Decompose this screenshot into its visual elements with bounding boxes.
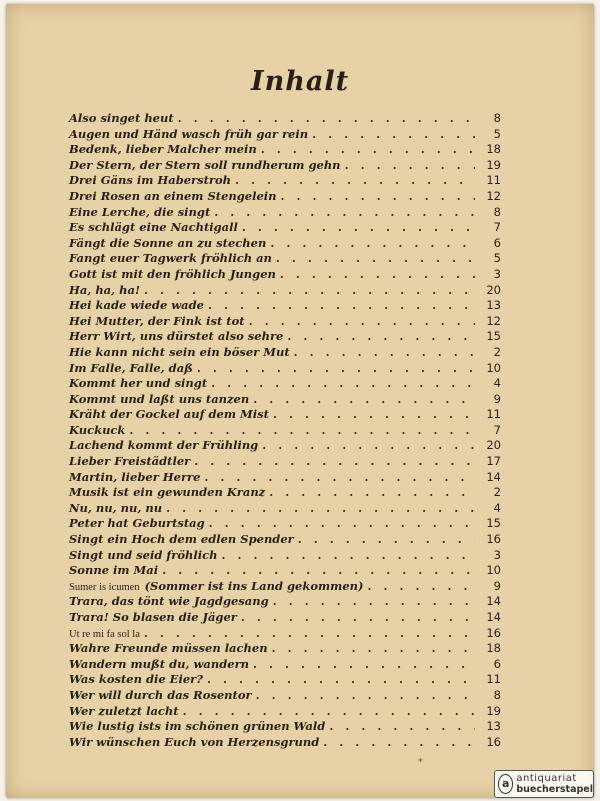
toc-entry-page: 13 bbox=[486, 719, 501, 734]
toc-entry-title: Was kosten die Eier? bbox=[69, 672, 203, 687]
toc-entry-page: 14 bbox=[486, 610, 501, 624]
toc-leader-dots bbox=[197, 361, 475, 377]
toc-entry-title: Kommt und laßt uns tanzen bbox=[69, 391, 250, 406]
toc-entry bbox=[69, 361, 501, 377]
toc-entry bbox=[69, 657, 501, 673]
toc-entry-title: Wandern mußt du, wandern bbox=[69, 656, 249, 671]
toc-leader-dots bbox=[261, 142, 475, 158]
toc-entry bbox=[69, 283, 501, 299]
toc-entry bbox=[69, 314, 501, 330]
toc-entry bbox=[69, 719, 501, 735]
toc-entry-title: Wie lustig ists im schönen grünen Wald bbox=[69, 719, 326, 734]
toc-entry-page: 2 bbox=[493, 485, 501, 500]
toc-entry-page: 9 bbox=[493, 391, 501, 406]
toc-entry-title: Singt und seid fröhlich bbox=[69, 547, 218, 562]
toc-entry-page: 20 bbox=[486, 438, 501, 453]
toc-entry-page: 16 bbox=[486, 532, 501, 547]
toc-entry-title: Eine Lerche, die singt bbox=[69, 204, 211, 219]
toc-entry bbox=[69, 470, 501, 486]
toc-entry bbox=[69, 345, 501, 361]
toc-entry-page: 3 bbox=[493, 547, 501, 562]
toc-entry-page: 4 bbox=[493, 500, 501, 515]
toc-entry-title: Wir wünschen Euch von Herzensgrund bbox=[69, 734, 320, 749]
toc-leader-dots bbox=[129, 423, 475, 439]
toc-entry-page: 12 bbox=[486, 188, 501, 203]
toc-entry bbox=[69, 267, 501, 283]
toc-entry-title: Hei Mutter, der Fink ist tot bbox=[69, 313, 245, 328]
toc-entry-title: Kuckuck bbox=[69, 422, 126, 437]
toc-entry bbox=[69, 688, 501, 704]
toc-entry bbox=[69, 704, 501, 720]
toc-entry-title: Musik ist ein gewunden Kranz bbox=[69, 485, 266, 500]
toc-entry-title: Wahre Freunde müssen lachen bbox=[69, 641, 268, 656]
toc-entry-title: Ut re mi fa sol la bbox=[69, 628, 140, 640]
toc-leader-dots bbox=[144, 283, 475, 299]
toc-leader-dots bbox=[166, 501, 475, 517]
toc-leader-dots bbox=[256, 688, 475, 704]
toc-leader-dots bbox=[241, 610, 475, 626]
toc-leader-dots bbox=[162, 563, 475, 579]
toc-entry bbox=[69, 127, 501, 143]
toc-entry-page: 20 bbox=[486, 282, 501, 297]
toc-entry-page: 8 bbox=[493, 204, 501, 219]
toc-entry-subtitle: (Sommer ist ins Land gekommen) bbox=[144, 578, 364, 593]
toc-entry-title: Martin, lieber Herre bbox=[69, 469, 201, 484]
toc-entry bbox=[69, 189, 501, 205]
watermark-stamp bbox=[494, 770, 594, 798]
toc-entry-title: Gott ist mit den fröhlich Jungen bbox=[69, 266, 276, 281]
toc-entry-title: Bedenk, lieber Malcher mein bbox=[69, 142, 257, 157]
toc-leader-dots bbox=[281, 189, 475, 205]
stamp-text bbox=[516, 773, 593, 795]
toc-entry-page: 5 bbox=[493, 251, 501, 266]
toc-entry bbox=[69, 220, 501, 236]
toc-entry bbox=[69, 423, 501, 439]
toc-entry-page: 19 bbox=[486, 703, 501, 718]
toc-entry-page: 9 bbox=[493, 578, 501, 593]
toc-entry-page: 11 bbox=[486, 672, 501, 687]
toc-entry-page: 6 bbox=[493, 235, 501, 250]
toc-entry bbox=[69, 735, 501, 751]
toc-entry-title: Herr Wirt, uns dürstet also sehre bbox=[69, 329, 284, 344]
toc-entry-page: 7 bbox=[493, 422, 501, 437]
toc-entry bbox=[69, 142, 501, 158]
toc-entry-title: Kräht der Gockel auf dem Mist bbox=[69, 407, 269, 422]
toc-entry-page: 10 bbox=[486, 360, 501, 375]
toc-leader-dots bbox=[207, 672, 475, 688]
toc-leader-dots bbox=[262, 438, 475, 454]
toc-entry-title: Peter hat Geburtstag bbox=[69, 516, 205, 531]
toc-entry bbox=[69, 594, 501, 610]
toc-entry-title: Fängt die Sonne an zu stechen bbox=[69, 235, 267, 250]
printer-mark: * bbox=[418, 758, 423, 768]
toc-entry-page: 18 bbox=[486, 641, 501, 656]
toc-entry bbox=[69, 376, 501, 392]
toc-entry bbox=[69, 672, 501, 688]
toc-entry-title: Hei kade wiede wade bbox=[69, 298, 204, 313]
toc-entry bbox=[69, 501, 501, 517]
toc-leader-dots bbox=[367, 579, 475, 595]
toc-leader-dots bbox=[222, 548, 475, 564]
toc-entry bbox=[69, 298, 501, 314]
toc-leader-dots bbox=[253, 392, 475, 408]
toc-entry-page: 11 bbox=[486, 173, 501, 188]
toc-leader-dots bbox=[273, 407, 475, 423]
toc-entry-page: 16 bbox=[486, 625, 501, 640]
toc-leader-dots bbox=[276, 251, 475, 267]
toc-leader-dots bbox=[287, 329, 475, 345]
toc-entry-page: 8 bbox=[493, 687, 501, 702]
toc-entry bbox=[69, 485, 501, 501]
toc-entry-title: Trara! So blasen die Jäger bbox=[69, 610, 237, 624]
toc-entry bbox=[69, 111, 501, 127]
toc-entry-page: 4 bbox=[493, 376, 501, 391]
toc-leader-dots bbox=[272, 641, 475, 657]
toc-entry bbox=[69, 516, 501, 532]
toc-entry-page: 11 bbox=[486, 407, 501, 422]
toc-entry-page: 18 bbox=[486, 142, 501, 157]
toc-entry bbox=[69, 392, 501, 408]
toc-entry-page: 7 bbox=[493, 220, 501, 235]
toc-leader-dots bbox=[253, 657, 475, 673]
toc-entry-page: 15 bbox=[486, 329, 501, 344]
toc-leader-dots bbox=[298, 532, 475, 548]
toc-entry-title: Im Falle, Falle, daß bbox=[69, 360, 193, 375]
toc-leader-dots bbox=[294, 345, 475, 361]
toc-entry-title: Also singet heut bbox=[69, 111, 174, 125]
toc-entry bbox=[69, 548, 501, 564]
toc-entry-page: 6 bbox=[493, 656, 501, 671]
toc-leader-dots bbox=[345, 158, 475, 174]
toc-leader-dots bbox=[312, 127, 475, 143]
toc-entry bbox=[69, 438, 501, 454]
toc-entry-title: Sonne im Mai bbox=[69, 563, 159, 578]
toc-entry-title: Nu, nu, nu, nu bbox=[69, 500, 163, 515]
toc-entry bbox=[69, 579, 501, 595]
stamp-line-2: buecherstapel bbox=[516, 784, 593, 795]
toc-entry-title: Wer will durch das Rosentor bbox=[69, 687, 252, 702]
page-title: Inhalt bbox=[250, 66, 350, 97]
toc-entry-title: Drei Gäns im Haberstroh bbox=[69, 173, 231, 188]
toc-entry bbox=[69, 532, 501, 548]
toc-leader-dots bbox=[194, 454, 475, 470]
toc-entry-title: Es schlägt eine Nachtigall bbox=[69, 220, 238, 235]
toc-leader-dots bbox=[144, 626, 475, 642]
toc-entry bbox=[69, 251, 501, 267]
toc-entry-title: Lachend kommt der Frühling bbox=[69, 438, 259, 453]
toc-entry-title: Drei Rosen an einem Stengelein bbox=[69, 188, 277, 203]
toc-leader-dots bbox=[183, 704, 475, 720]
toc-entry-page: 14 bbox=[486, 469, 501, 484]
toc-entry-page: 8 bbox=[493, 111, 501, 125]
toc-entry-title: Augen und Händ wasch früh gar rein bbox=[69, 126, 309, 141]
toc-entry-title: Der Stern, der Stern soll rundherum gehn bbox=[69, 157, 341, 172]
toc-entry bbox=[69, 641, 501, 657]
toc-entry-title: Lieber Freistädtler bbox=[69, 454, 191, 469]
toc-entry bbox=[69, 236, 501, 252]
toc-entry-page: 14 bbox=[486, 594, 501, 609]
stamp-line-1: antiquariat bbox=[516, 773, 577, 784]
toc-entry bbox=[69, 454, 501, 470]
toc-entry-page: 16 bbox=[486, 734, 501, 749]
toc-leader-dots bbox=[323, 735, 475, 751]
toc-entry-title: Hie kann nicht sein ein böser Mut bbox=[69, 344, 290, 359]
toc-entry bbox=[69, 626, 501, 642]
toc-entry-title: Sumer is icumen bbox=[69, 581, 140, 593]
toc-entry-page: 3 bbox=[493, 266, 501, 281]
toc-entry-title: Trara, das tönt wie Jagdgesang bbox=[69, 594, 269, 609]
toc-entry bbox=[69, 173, 501, 189]
toc-entry-title: Fangt euer Tagwerk fröhlich an bbox=[69, 251, 272, 266]
toc-entry-title: Singt ein Hoch dem edlen Spender bbox=[69, 532, 294, 547]
table-of-contents bbox=[69, 111, 501, 750]
toc-leader-dots bbox=[214, 205, 475, 221]
toc-entry-page: 2 bbox=[493, 344, 501, 359]
toc-leader-dots bbox=[178, 111, 475, 127]
toc-entry bbox=[69, 610, 501, 626]
toc-entry bbox=[69, 205, 501, 221]
toc-leader-dots bbox=[211, 376, 475, 392]
toc-leader-dots bbox=[249, 314, 475, 330]
toc-entry bbox=[69, 563, 501, 579]
toc-entry-title: Kommt her und singt bbox=[69, 376, 208, 391]
toc-entry bbox=[69, 407, 501, 423]
toc-leader-dots bbox=[329, 719, 475, 735]
toc-entry-page: 10 bbox=[486, 563, 501, 578]
toc-leader-dots bbox=[209, 516, 475, 532]
toc-leader-dots bbox=[280, 267, 475, 283]
antiquariat-logo-icon: a bbox=[498, 774, 513, 794]
toc-entry bbox=[69, 158, 501, 174]
toc-entry-page: 15 bbox=[486, 516, 501, 531]
toc-leader-dots bbox=[208, 298, 475, 314]
toc-leader-dots bbox=[270, 236, 475, 252]
toc-entry-page: 5 bbox=[493, 126, 501, 141]
toc-entry-page: 19 bbox=[486, 157, 501, 172]
toc-entry-title: Ha, ha, ha! bbox=[69, 282, 141, 297]
toc-entry-title: Wer zuletzt lacht bbox=[69, 703, 179, 718]
toc-leader-dots bbox=[204, 470, 475, 486]
toc-leader-dots bbox=[273, 594, 475, 610]
toc-entry-page: 12 bbox=[486, 313, 501, 328]
toc-leader-dots bbox=[269, 485, 475, 501]
toc-entry-page: 17 bbox=[486, 454, 501, 469]
toc-entry bbox=[69, 329, 501, 345]
toc-entry-page: 13 bbox=[486, 298, 501, 313]
toc-leader-dots bbox=[235, 173, 475, 189]
toc-leader-dots bbox=[242, 220, 475, 236]
